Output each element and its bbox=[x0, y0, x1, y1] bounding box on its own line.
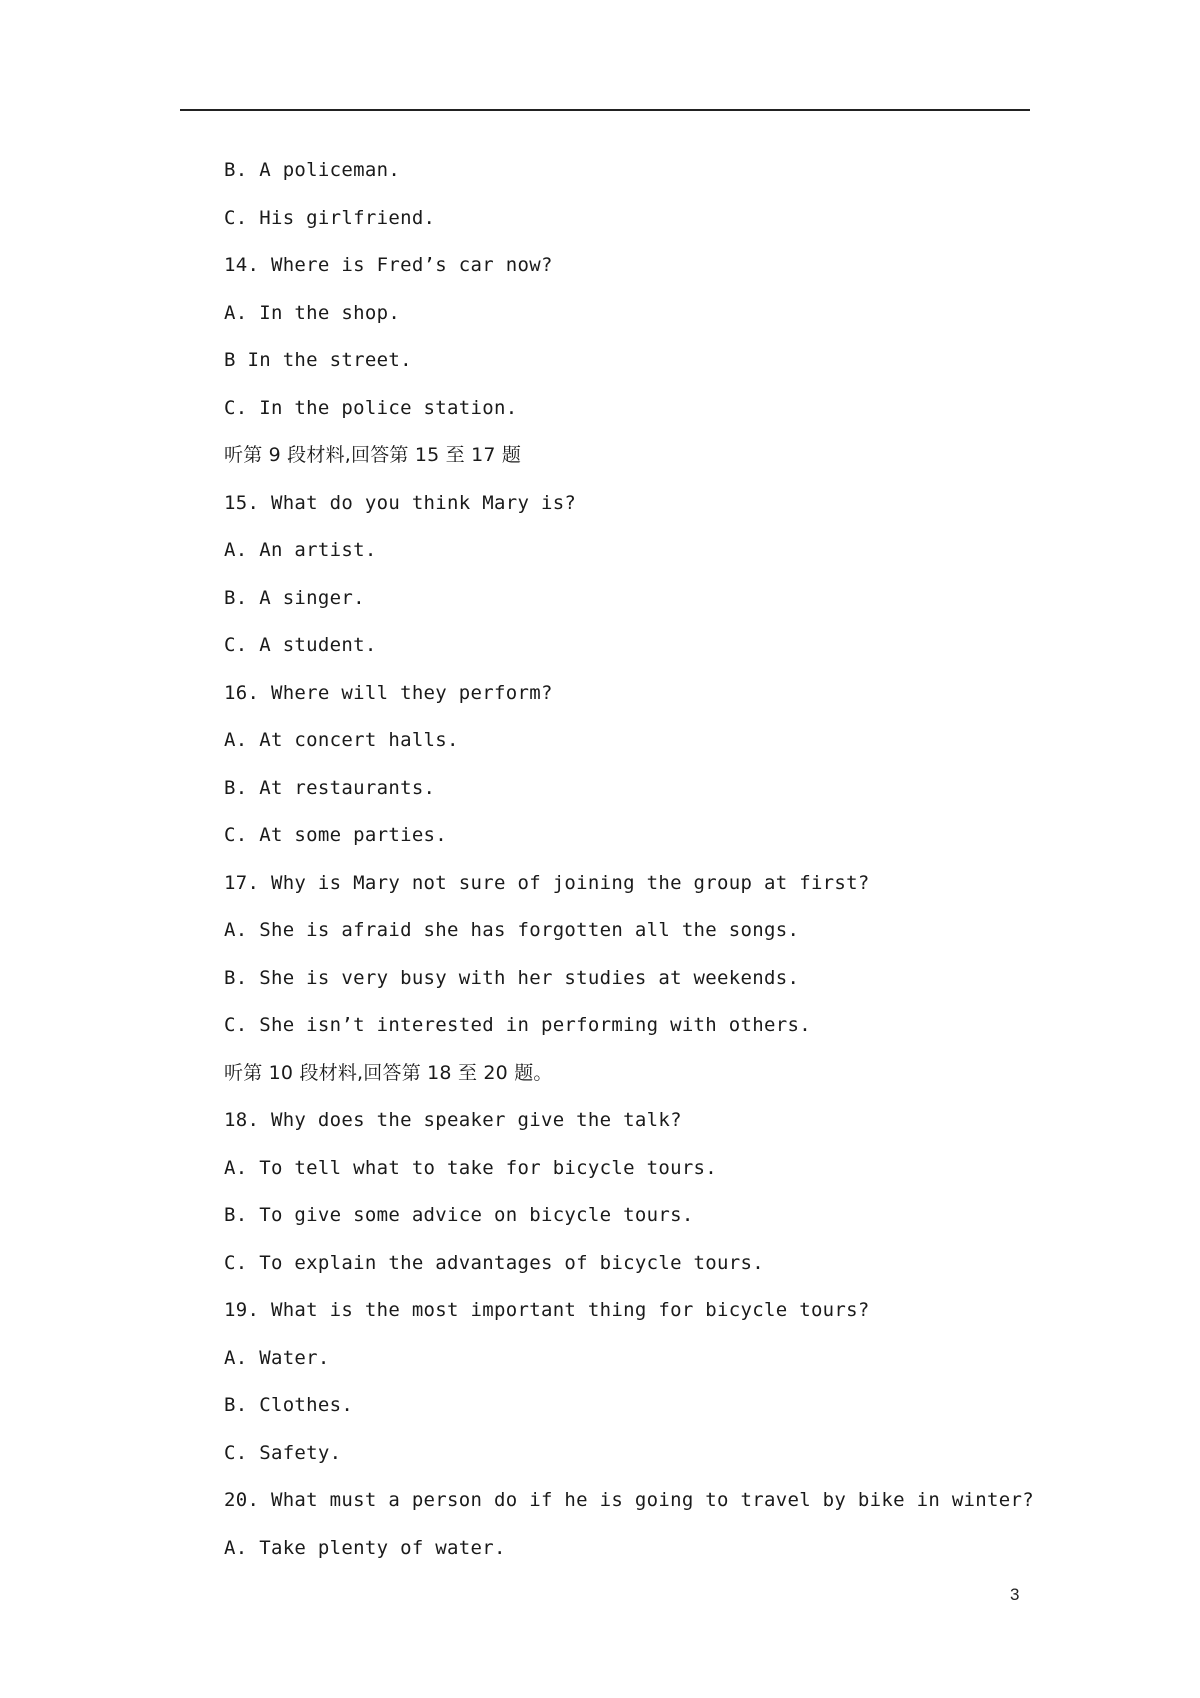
header-rule bbox=[180, 109, 1030, 111]
option-15-a: A. An artist. bbox=[224, 539, 377, 561]
question-19: 19. What is the most important thing for bicycle tours? bbox=[224, 1299, 870, 1321]
option-16-c: C. At some parties. bbox=[224, 824, 448, 846]
option-15-b: B. A singer. bbox=[224, 586, 365, 609]
section-heading-10: 听第 10 段材料,回答第 18 至 20 题。 bbox=[224, 1061, 553, 1084]
option-16-b: B. At restaurants. bbox=[224, 776, 436, 799]
option-18-c: C. To explain the advantages of bicycle tours. bbox=[224, 1251, 764, 1274]
question-20: 20. What must a person do if he is going to travel by bike in winter? bbox=[224, 1489, 1034, 1511]
option-17-c: C. She isn’t interested in performing with others. bbox=[224, 1014, 811, 1036]
option-18-a: A. To tell what to take for bicycle tours. bbox=[224, 1156, 718, 1179]
option-14-b: B In the street. bbox=[224, 349, 412, 371]
option-15-c: C. A student. bbox=[224, 634, 377, 656]
option-19-a: A. Water. bbox=[224, 1346, 330, 1369]
question-14: 14. Where is Fred’s car now? bbox=[224, 254, 553, 276]
section-heading-9: 听第 9 段材料,回答第 15 至 17 题 bbox=[224, 444, 522, 466]
question-17: 17. Why is Mary not sure of joining the group at first? bbox=[224, 871, 870, 894]
option-13-b: B. A policeman. bbox=[224, 159, 401, 181]
question-18: 18. Why does the speaker give the talk? bbox=[224, 1109, 682, 1131]
option-17-a: A. She is afraid she has forgotten all the songs. bbox=[224, 919, 800, 941]
option-14-a: A. In the shop. bbox=[224, 301, 401, 324]
option-17-b: B. She is very busy with her studies at weekends. bbox=[224, 966, 800, 989]
option-14-c: C. In the police station. bbox=[224, 396, 518, 419]
option-16-a: A. At concert halls. bbox=[224, 729, 459, 751]
option-18-b: B. To give some advice on bicycle tours. bbox=[224, 1204, 694, 1226]
document-body bbox=[224, 152, 1104, 1577]
option-19-c: C. Safety. bbox=[224, 1441, 342, 1464]
page-number: 3 bbox=[1010, 1585, 1020, 1604]
option-13-c: C. His girlfriend. bbox=[224, 206, 436, 229]
option-19-b: B. Clothes. bbox=[224, 1394, 354, 1416]
question-15: 15. What do you think Mary is? bbox=[224, 491, 577, 514]
option-20-a: A. Take plenty of water. bbox=[224, 1536, 506, 1559]
question-16: 16. Where will they perform? bbox=[224, 681, 553, 704]
